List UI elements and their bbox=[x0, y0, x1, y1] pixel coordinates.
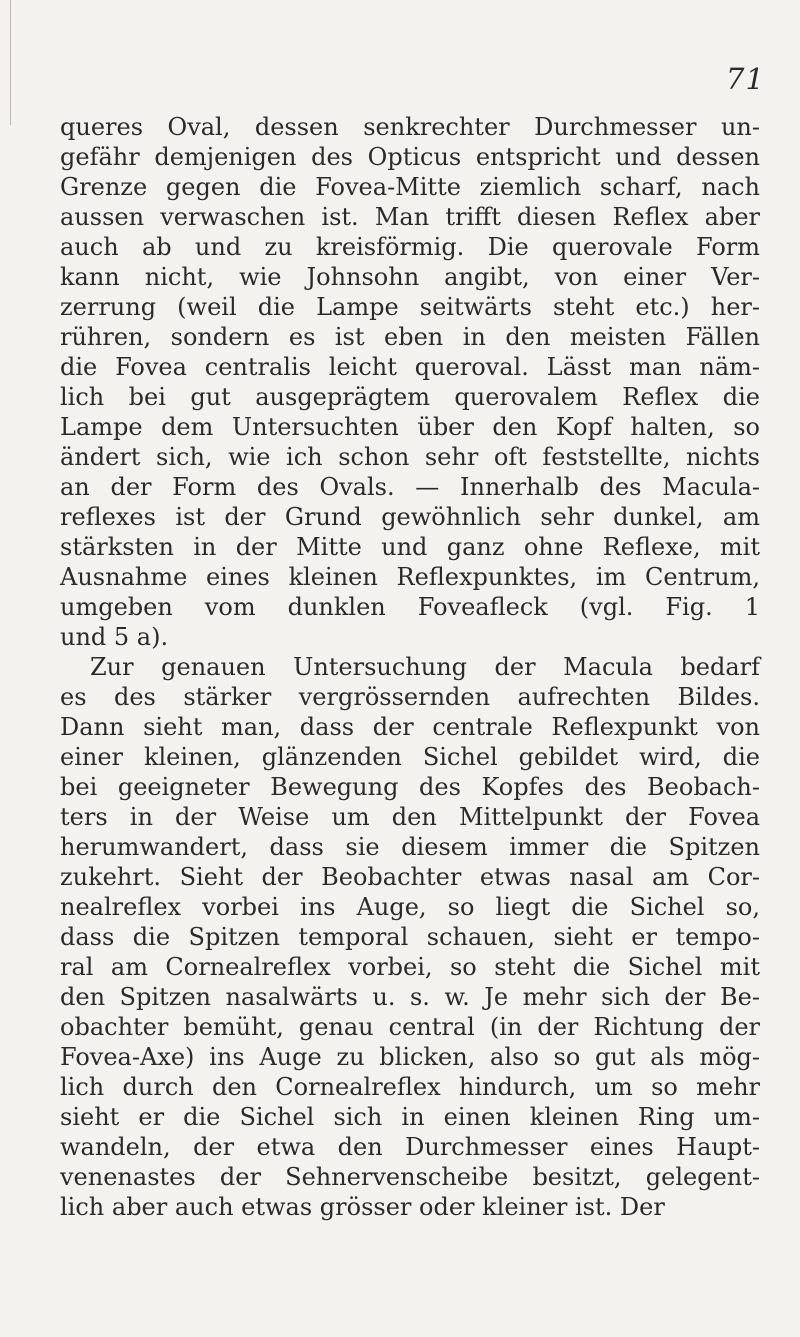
text-line: nealreflex vorbei ins Auge, so liegt die Sichel so, bbox=[60, 893, 760, 921]
text-line: lich bei gut ausgeprägtem querovalem Reflex die bbox=[60, 383, 760, 411]
text-line: herumwandert, dass sie diesem immer die Spitzen bbox=[60, 833, 760, 861]
paragraph bbox=[60, 652, 760, 1222]
text-line: die Fovea centralis leicht queroval. Lässt man näm- bbox=[60, 353, 760, 381]
text-line: zukehrt. Sieht der Beobachter etwas nasal am Cor- bbox=[60, 863, 760, 891]
text-line: Zur genauen Untersuchung der Macula bedarf bbox=[90, 653, 760, 681]
text-line: stärksten in der Mitte und ganz ohne Reflexe, mit bbox=[60, 533, 760, 561]
text-line: kann nicht, wie Johnsohn angibt, von einer Ver- bbox=[60, 263, 760, 291]
text-line: den Spitzen nasalwärts u. s. w. Je mehr sich der Be- bbox=[60, 983, 760, 1011]
text-line: queres Oval, dessen senkrechter Durchmesser un- bbox=[60, 113, 760, 141]
text-line: Dann sieht man, dass der centrale Reflexpunkt von bbox=[60, 713, 760, 741]
text-line: obachter bemüht, genau central (in der Richtung der bbox=[60, 1013, 760, 1041]
page-number: 71 bbox=[726, 62, 765, 96]
scan-edge bbox=[0, 0, 11, 125]
text-line: sieht er die Sichel sich in einen kleinen Ring um- bbox=[60, 1103, 760, 1131]
body-text bbox=[60, 112, 760, 1222]
text-line: zerrung (weil die Lampe seitwärts steht etc.) her- bbox=[60, 293, 760, 321]
paragraph bbox=[60, 112, 760, 652]
text-line: Fovea-Axe) ins Auge zu blicken, also so gut als mög- bbox=[60, 1043, 760, 1071]
text-line: rühren, sondern es ist eben in den meisten Fällen bbox=[60, 323, 760, 351]
text-line: ral am Cornealreflex vorbei, so steht die Sichel mit bbox=[60, 953, 760, 981]
text-line: venenastes der Sehnervenscheibe besitzt, gelegent- bbox=[60, 1163, 760, 1191]
text-line: wandeln, der etwa den Durchmesser eines Haupt- bbox=[60, 1133, 760, 1161]
text-line: an der Form des Ovals. — Innerhalb des Macula- bbox=[60, 473, 760, 501]
text-line: ändert sich, wie ich schon sehr oft feststellte, nichts bbox=[60, 443, 760, 471]
text-line: einer kleinen, glänzenden Sichel gebildet wird, die bbox=[60, 743, 760, 771]
text-line: dass die Spitzen temporal schauen, sieht er tempo- bbox=[60, 923, 760, 951]
text-line: Lampe dem Untersuchten über den Kopf halten, so bbox=[60, 413, 760, 441]
text-line: aussen verwaschen ist. Man trifft diesen Reflex aber bbox=[60, 203, 760, 231]
text-line: reflexes ist der Grund gewöhnlich sehr dunkel, am bbox=[60, 503, 760, 531]
text-line: lich durch den Cornealreflex hindurch, um so mehr bbox=[60, 1073, 760, 1101]
text-line: es des stärker vergrössernden aufrechten Bildes. bbox=[60, 683, 760, 711]
text-line: Ausnahme eines kleinen Reflexpunktes, im Centrum, bbox=[60, 563, 760, 591]
text-line: lich aber auch etwas grösser oder kleiner ist. Der bbox=[60, 1193, 665, 1221]
text-line: Grenze gegen die Fovea-Mitte ziemlich scharf, nach bbox=[60, 173, 760, 201]
text-line: umgeben vom dunklen Foveafleck (vgl. Fig. 1 bbox=[60, 593, 760, 621]
text-line: und 5 a). bbox=[60, 623, 169, 651]
text-line: bei geeigneter Bewegung des Kopfes des Beobach- bbox=[60, 773, 760, 801]
text-line: ters in der Weise um den Mittelpunkt der Fovea bbox=[60, 803, 760, 831]
text-line: auch ab und zu kreisförmig. Die querovale Form bbox=[60, 233, 760, 261]
text-line: gefähr demjenigen des Opticus entspricht und dessen bbox=[60, 143, 760, 171]
